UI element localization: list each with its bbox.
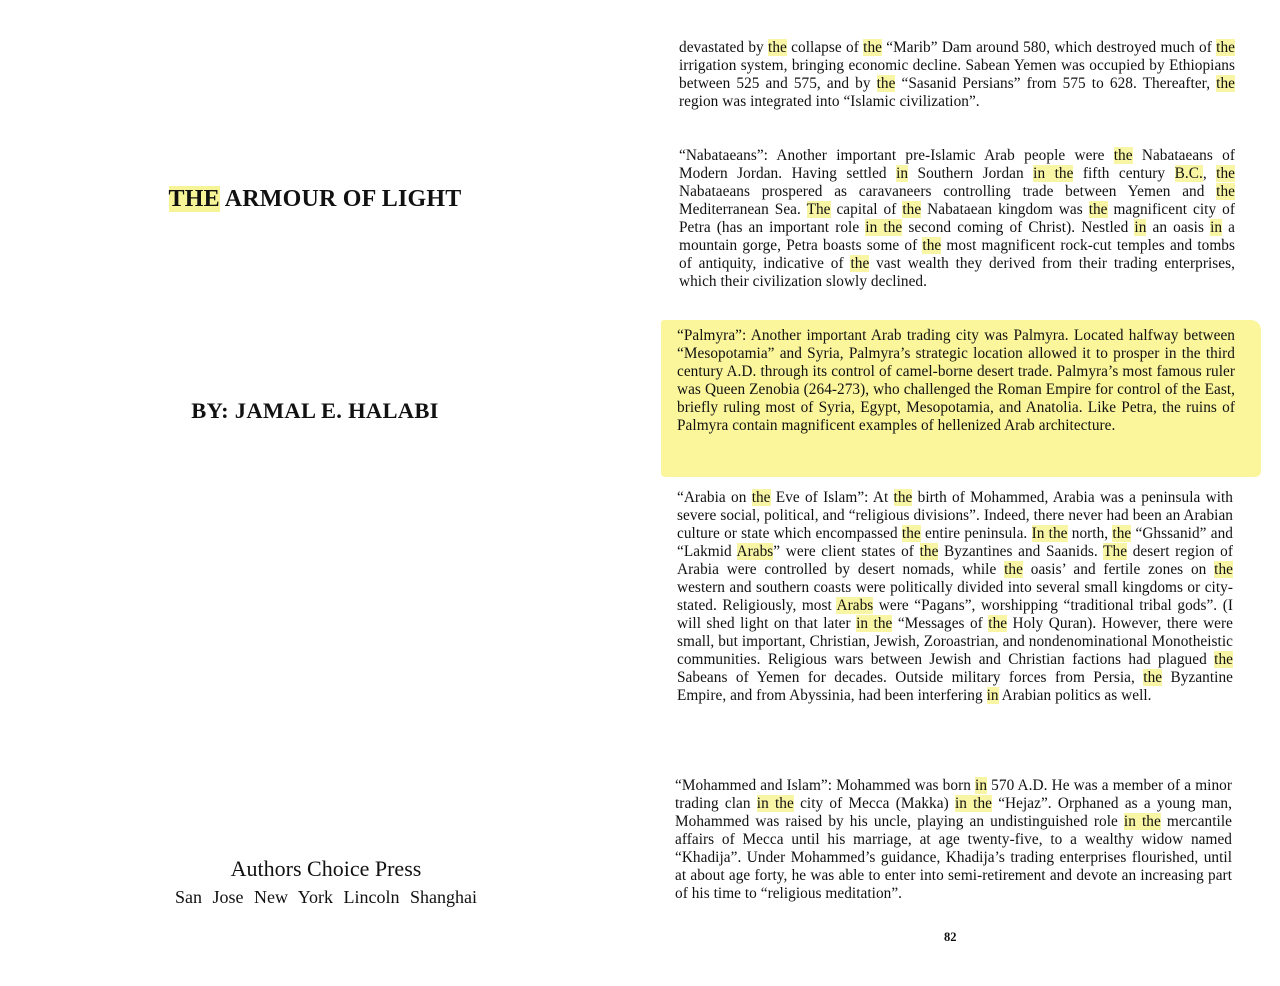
highlighted-term: in — [975, 777, 988, 794]
highlighted-term: in the — [756, 795, 794, 812]
paragraph-mohammed-and-islam: “Mohammed and Islam”: Mohammed was born in 570 A.D. He was a member of a minor trading clan in the city of Mecca (Makka) in the “Hejaz”. Orphaned as a young man, Mohammed was raised by his uncle, playing an undistinguished role in the mercantile affairs of Mecca until his marriage, at age twenty-five, to a wealthy widow named “Khadija”. Under Mohammed’s guidance, Khadija’s trading enterprises flourished, until at about age forty, he was able to enter into semi-retirement and devote an increasing part of his time to “religious meditation”. — [675, 777, 1232, 902]
highlighted-term: in — [986, 687, 999, 704]
highlighted-term: the — [1214, 561, 1233, 578]
paragraph-nabataeans: “Nabataeans”: Another important pre-Islamic Arab people were the Nabataeans of Modern Jordan. Having settled in Southern Jordan in the fifth century B.C., the Nabataeans prospered as caravaneers controlling trade between Yemen and the Mediterranean Sea. The capital of the Nabataean kingdom was the magnificent city of Petra (has an important role in the second coming of Christ). Nestled in an oasis in a mountain gorge, Petra boasts some of the most magnificent rock-cut temples and tombs of antiquity, indicative of the vast wealth they derived from their trading enterprises, which their civilization slowly declined. — [679, 147, 1236, 290]
highlighted-term: the — [1112, 525, 1132, 542]
highlighted-term: the — [1088, 201, 1108, 218]
highlighted-term: the — [1004, 561, 1023, 578]
paragraph-palmyra: “Palmyra”: Another important Arab trading city was Palmyra. Located halfway between “Mesopotamia” and Syria, Palmyra’s strategic location allowed it to prosper in the third century A.D. through its control of camel-borne desert trade. Palmyra’s most famous ruler was Queen Zenobia (264-273), who challenged the Roman Empire for control of the East, briefly ruling most of Syria, Egypt, Mesopotamia, and Anatolia. Like Petra, the ruins of Palmyra contain magnificent examples of hellenized Arab architecture. — [677, 327, 1235, 434]
highlighted-term: the — [922, 237, 942, 254]
highlighted-term: in — [896, 165, 909, 182]
highlighted-term: the — [876, 75, 896, 92]
highlighted-term: the — [1216, 183, 1235, 200]
page-number: 82 — [944, 930, 957, 944]
highlighted-term: The — [806, 201, 831, 218]
book-author: BY: JAMAL E. HALABI — [191, 398, 439, 423]
city: San Jose — [174, 887, 244, 907]
highlighted-term: in — [1134, 219, 1147, 236]
publisher-name: Authors Choice Press — [230, 856, 422, 881]
city: Lincoln — [343, 887, 400, 907]
paragraph-arabia-eve-of-islam: “Arabia on the Eve of Islam”: At the birth of Mohammed, Arabia was a peninsula with severe social, political, and “religious divisions”. Indeed, there never had been an Arabian culture or state which encompassed the entire peninsula. In the north, the “Ghssanid” and “Lakmid Arabs” were client states of the Byzantines and Saanids. The desert region of Arabia were controlled by desert nomads, while the oasis’ and fertile zones on the western and southern coasts were politically divided into several small kingdoms or city-stated. Religiously, most Arabs were “Pagans”, worshipping “traditional tribal gods”. (I will shed light on that later in the “Messages of the Holy Quran). However, there were small, but important, Christian, Jewish, Zoroastrian, and nondenominational Monotheistic communities. Religious wars between Jewish and Christian factions had plagued the Sabeans of Yemen for decades. Outside military forces from Persia, the Byzantine Empire, and from Abyssinia, had been interfering in Arabian politics as well. — [677, 489, 1234, 704]
highlighted-term: The — [1103, 543, 1128, 560]
highlighted-term: Arabs — [836, 597, 874, 614]
text-page — [640, 0, 1280, 986]
highlighted-term: the — [1216, 165, 1235, 182]
highlighted-term: the — [768, 39, 787, 56]
highlighted-term: the — [901, 525, 921, 542]
highlighted-term: the — [902, 201, 922, 218]
highlighted-term: in the — [856, 615, 893, 632]
highlighted-term: the — [1214, 651, 1233, 668]
publisher-cities — [0, 887, 652, 908]
highlighted-term: in — [1210, 219, 1223, 236]
highlighted-term: the — [988, 615, 1008, 632]
highlighted-term: the — [1216, 39, 1235, 56]
title-rest: ARMOUR OF LIGHT — [224, 186, 462, 212]
highlighted-term: Arabs — [736, 543, 774, 560]
city: New York — [253, 887, 333, 907]
highlighted-term: the — [919, 543, 939, 560]
highlighted-term: the — [863, 39, 882, 56]
highlighted-term: the — [1113, 147, 1133, 164]
highlighted-term: the — [1216, 75, 1235, 92]
city: Shanghai — [410, 887, 477, 907]
highlighted-term: in the — [1123, 813, 1161, 830]
highlighted-term: B.C. — [1174, 165, 1203, 182]
highlighted-term: in the — [1033, 165, 1074, 182]
highlighted-term: the — [893, 489, 913, 506]
highlighted-term: the — [1143, 669, 1163, 686]
highlighted-term: the — [751, 489, 771, 506]
book-title — [0, 186, 630, 213]
highlighted-term: In the — [1031, 525, 1068, 542]
paragraph-marib-dam: devastated by the collapse of the “Marib” Dam around 580, which destroyed much of the irrigation system, bringing economic decline. Sabean Yemen was occupied by Ethiopians between 525 and 575, and by the “Sasanid Persians” from 575 to 628. Thereafter, the region was integrated into “Islamic civilization”. — [679, 39, 1235, 110]
highlighted-term: in the — [954, 795, 992, 812]
title-highlighted-word: THE — [168, 186, 220, 212]
highlighted-term: the — [850, 255, 870, 272]
highlighted-term: in the — [865, 219, 903, 236]
